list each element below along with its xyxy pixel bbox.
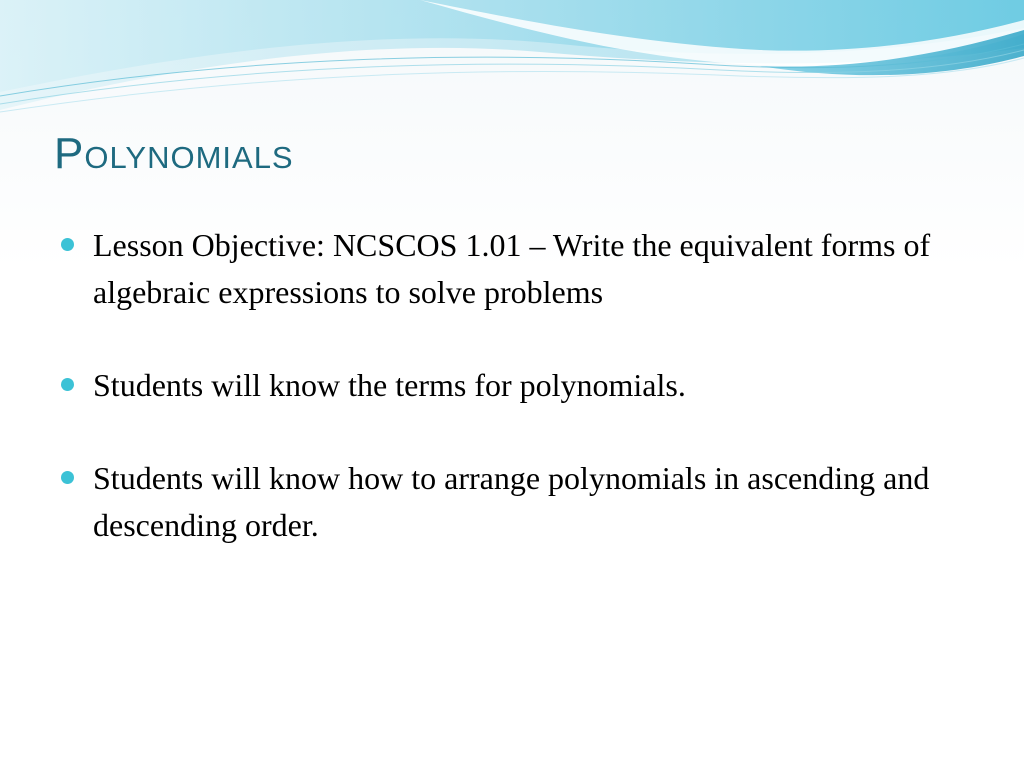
bullet-text: Students will know the terms for polynomials. xyxy=(93,367,686,403)
bullet-lesson-objective xyxy=(60,222,960,316)
bullet-dot-icon xyxy=(61,471,74,484)
bullet-text: Students will know how to arrange polynomials in ascending and descending order. xyxy=(93,460,930,543)
header-wave-decoration xyxy=(0,0,1024,130)
bullet-arrange-order xyxy=(60,455,960,549)
bullet-know-terms xyxy=(60,362,960,409)
bullet-list xyxy=(60,222,960,549)
bullet-text: Lesson Objective: NCSCOS 1.01 – Write the equivalent forms of algebraic expressions to solve problems xyxy=(93,227,931,310)
bullet-dot-icon xyxy=(61,238,74,251)
slide-title: Polynomials xyxy=(54,129,294,178)
bullet-dot-icon xyxy=(61,378,74,391)
